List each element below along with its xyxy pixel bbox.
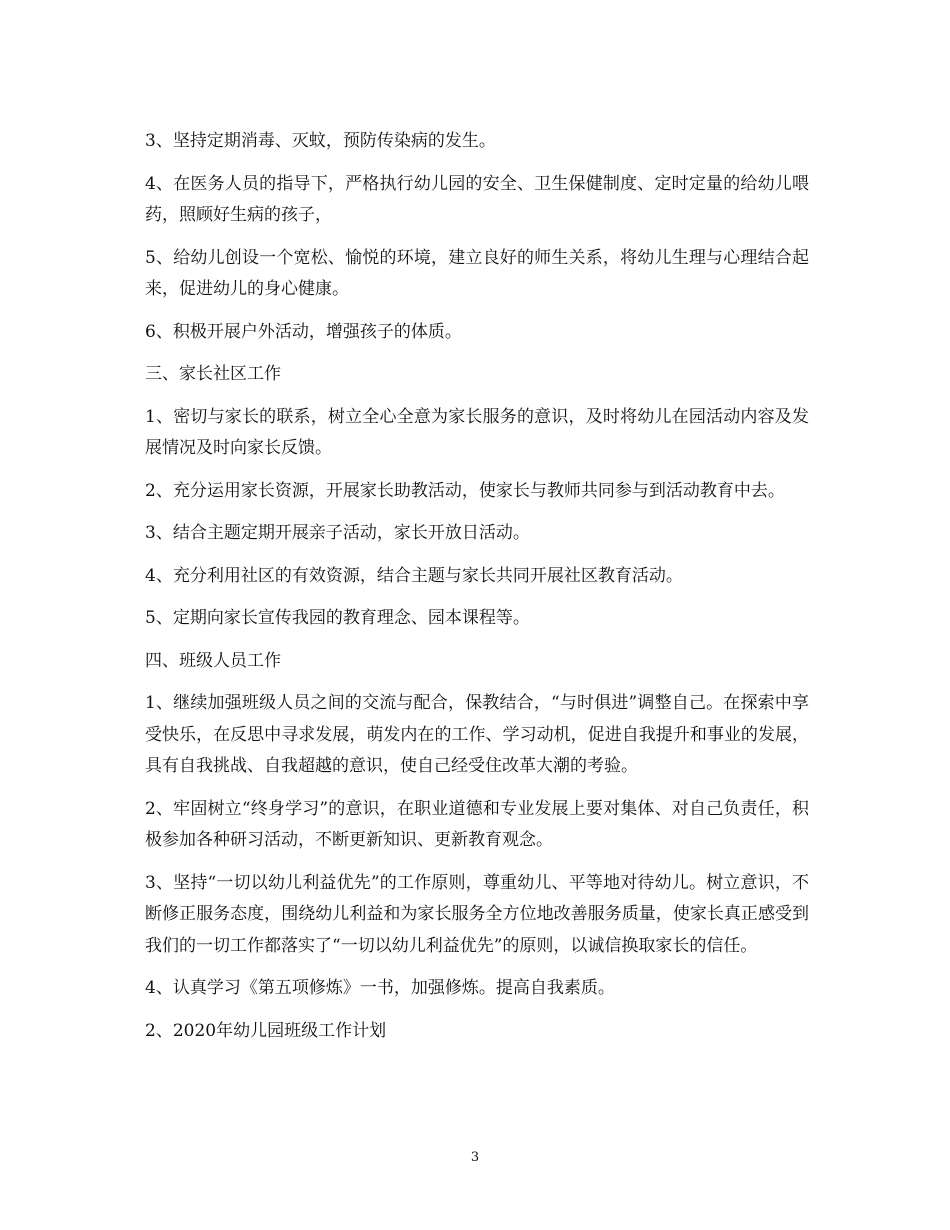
document-subtitle: 2、2020年幼儿园班级工作计划 xyxy=(145,1020,387,1041)
paragraph: 3、坚持定期消毒、灭蚊，预防传染病的发生。 xyxy=(145,131,496,151)
paragraph: 3、结合主题定期开展亲子活动，家长开放日活动。 xyxy=(145,523,530,543)
page-number: 3 xyxy=(470,1150,480,1165)
paragraph: 1、密切与家长的联系，树立全心全意为家长服务的意识，及时将幼儿在园活动内容及发展情况及时向家长反馈。 xyxy=(145,406,809,458)
paragraph: 5、给幼儿创设一个宽松、愉悦的环境，建立良好的师生关系，将幼儿生理与心理结合起来，促进幼儿的身心健康。 xyxy=(145,247,809,299)
paragraph: 2、牢固树立“终身学习”的意识，在职业道德和专业发展上要对集体、对自己负责任，积极参加各种研习活动，不断更新知识、更新教育观念。 xyxy=(145,798,809,850)
section-heading: 三、家长社区工作 xyxy=(145,364,281,384)
paragraph: 4、在医务人员的指导下，严格执行幼儿园的安全、卫生保健制度、定时定量的给幼儿喂药，照顾好生病的孩子， xyxy=(145,173,809,225)
paragraph: 1、继续加强班级人员之间的交流与配合，保教结合，“与时俱进”调整自己。在探索中享受快乐，在反思中寻求发展，萌发内在的工作、学习动机，促进自我提升和事业的发展，具有自我挑战、自我超越的意识，使自己经受住改革大潮的考验。 xyxy=(145,693,809,776)
paragraph: 3、坚持“一切以幼儿利益优先”的工作原则，尊重幼儿、平等地对待幼儿。树立意识，不断修正服务态度，围绕幼儿利益和为家长服务全方位地改善服务质量，使家长真正感受到我们的一切工作都落实了“一切以幼儿利益优先”的原则，以诚信换取家长的信任。 xyxy=(145,872,809,956)
paragraph: 5、定期向家长宣传我园的教育理念、园本课程等。 xyxy=(145,608,530,628)
paragraph: 2、充分运用家长资源，开展家长助教活动，使家长与教师共同参与到活动教育中去。 xyxy=(145,480,785,501)
document-body xyxy=(145,126,809,1058)
paragraph: 4、认真学习《第五项修炼》一书，加强修炼。提高自我素质。 xyxy=(145,978,615,998)
section-heading: 四、班级人员工作 xyxy=(145,650,281,671)
paragraph: 6、积极开展户外活动，增强孩子的体质。 xyxy=(145,321,462,342)
paragraph: 4、充分利用社区的有效资源，结合主题与家长共同开展社区教育活动。 xyxy=(145,565,683,586)
